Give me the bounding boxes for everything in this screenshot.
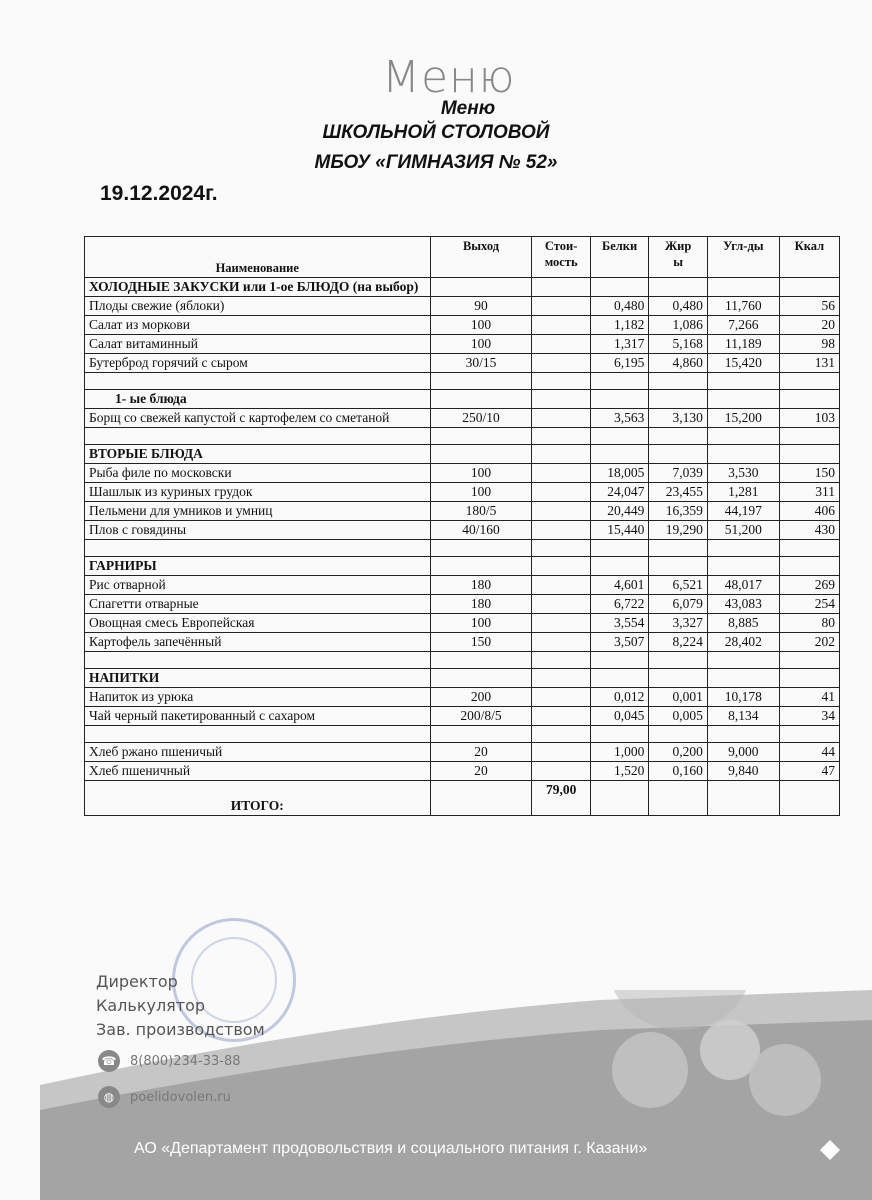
- empty-cell: [532, 390, 590, 409]
- cell-output: 100: [430, 464, 532, 483]
- cell-fat: 3,327: [649, 614, 708, 633]
- cell-carbs: 8,134: [707, 707, 779, 726]
- empty-cell: [707, 781, 779, 816]
- cell-protein: 1,317: [590, 335, 649, 354]
- empty-cell: [707, 278, 779, 297]
- cost-header-line2: мость: [544, 255, 578, 269]
- cell-output: 150: [430, 633, 532, 652]
- cell-protein: 20,449: [590, 502, 649, 521]
- cell-kcal: 34: [779, 707, 839, 726]
- cell-cost: [532, 762, 590, 781]
- cell-name: Пельмени для умников и умниц: [85, 502, 431, 521]
- cell-kcal: 20: [779, 316, 839, 335]
- cell-carbs: 48,017: [707, 576, 779, 595]
- cell-carbs: 28,402: [707, 633, 779, 652]
- cell-protein: 0,012: [590, 688, 649, 707]
- cell-carbs: 3,530: [707, 464, 779, 483]
- cell-cost: [532, 297, 590, 316]
- section-title: ВТОРЫЕ БЛЮДА: [85, 445, 431, 464]
- table-row: [85, 502, 840, 521]
- fat-header-line2: ы: [673, 255, 683, 269]
- empty-cell: [532, 557, 590, 576]
- empty-cell: [649, 726, 708, 743]
- empty-cell: [532, 652, 590, 669]
- cell-cost: [532, 614, 590, 633]
- cell-output: 200/8/5: [430, 707, 532, 726]
- empty-cell: [590, 669, 649, 688]
- cell-fat: 1,086: [649, 316, 708, 335]
- cell-carbs: 7,266: [707, 316, 779, 335]
- section-title: ГАРНИРЫ: [85, 557, 431, 576]
- table-header-row: [85, 237, 840, 278]
- col-protein-header: Белки: [590, 237, 649, 278]
- cell-fat: 5,168: [649, 335, 708, 354]
- cell-kcal: 80: [779, 614, 839, 633]
- table-row: [85, 483, 840, 502]
- cell-kcal: 406: [779, 502, 839, 521]
- cell-fat: 16,359: [649, 502, 708, 521]
- phone-number: 8(800)234-33-88: [130, 1053, 241, 1069]
- cell-kcal: 254: [779, 595, 839, 614]
- empty-cell: [430, 726, 532, 743]
- cell-kcal: 430: [779, 521, 839, 540]
- cell-protein: 6,195: [590, 354, 649, 373]
- empty-cell: [779, 557, 839, 576]
- spacer-row: [85, 652, 840, 669]
- cell-output: 200: [430, 688, 532, 707]
- cell-cost: [532, 464, 590, 483]
- cell-protein: 0,480: [590, 297, 649, 316]
- cell-carbs: 11,760: [707, 297, 779, 316]
- cell-output: 180/5: [430, 502, 532, 521]
- table-row: [85, 576, 840, 595]
- menu-date: 19.12.2024г.: [100, 182, 218, 205]
- spacer-row: [85, 428, 840, 445]
- cell-kcal: 202: [779, 633, 839, 652]
- cell-protein: 1,000: [590, 743, 649, 762]
- cell-fat: 0,200: [649, 743, 708, 762]
- empty-cell: [779, 278, 839, 297]
- cell-cost: [532, 521, 590, 540]
- empty-cell: [779, 390, 839, 409]
- cell-name: Напиток из урюка: [85, 688, 431, 707]
- cell-kcal: 44: [779, 743, 839, 762]
- empty-cell: [430, 781, 532, 816]
- cell-kcal: 98: [779, 335, 839, 354]
- globe-icon: ◍: [98, 1086, 120, 1108]
- empty-cell: [590, 557, 649, 576]
- empty-cell: [649, 278, 708, 297]
- cell-carbs: 8,885: [707, 614, 779, 633]
- menu-table: [84, 236, 840, 816]
- empty-cell: [590, 540, 649, 557]
- table-row: [85, 521, 840, 540]
- empty-cell: [532, 373, 590, 390]
- total-row: [85, 781, 840, 816]
- section-row: [85, 278, 840, 297]
- col-output-header: Выход: [430, 237, 532, 278]
- empty-cell: [707, 445, 779, 464]
- cell-name: Овощная смесь Европейская: [85, 614, 431, 633]
- empty-cell: [649, 540, 708, 557]
- cell-fat: 0,005: [649, 707, 708, 726]
- empty-cell: [779, 540, 839, 557]
- calculator-label: Калькулятор: [96, 996, 206, 1015]
- cell-fat: 4,860: [649, 354, 708, 373]
- cell-fat: 6,079: [649, 595, 708, 614]
- cell-name: Рыба филе по московски: [85, 464, 431, 483]
- table-row: [85, 354, 840, 373]
- cell-kcal: 150: [779, 464, 839, 483]
- empty-cell: [707, 726, 779, 743]
- phone-icon: ☎: [98, 1050, 120, 1072]
- cell-kcal: 41: [779, 688, 839, 707]
- cell-cost: [532, 354, 590, 373]
- empty-cell: [430, 373, 532, 390]
- empty-cell: [649, 373, 708, 390]
- cell-name: Борщ со свежей капустой с картофелем со сметаной: [85, 409, 431, 428]
- empty-cell: [532, 540, 590, 557]
- empty-cell: [590, 652, 649, 669]
- empty-cell: [430, 278, 532, 297]
- company-name: АО «Департамент продовольствия и социального питания г. Казани»: [134, 1140, 648, 1157]
- spacer-row: [85, 373, 840, 390]
- empty-cell: [590, 373, 649, 390]
- empty-cell: [430, 390, 532, 409]
- col-fat-header: [649, 237, 708, 278]
- total-label: ИТОГО:: [85, 781, 431, 816]
- empty-cell: [532, 428, 590, 445]
- empty-cell: [532, 445, 590, 464]
- cell-cost: [532, 743, 590, 762]
- table-row: [85, 464, 840, 483]
- section-title: НАПИТКИ: [85, 669, 431, 688]
- empty-cell: [779, 373, 839, 390]
- table-row: [85, 335, 840, 354]
- empty-cell: [85, 652, 431, 669]
- empty-cell: [430, 557, 532, 576]
- empty-cell: [779, 781, 839, 816]
- cell-carbs: 51,200: [707, 521, 779, 540]
- cell-protein: 6,722: [590, 595, 649, 614]
- empty-cell: [85, 726, 431, 743]
- cell-output: 30/15: [430, 354, 532, 373]
- cell-output: 20: [430, 762, 532, 781]
- cell-output: 100: [430, 614, 532, 633]
- table-row: [85, 614, 840, 633]
- cell-output: 250/10: [430, 409, 532, 428]
- cell-protein: 24,047: [590, 483, 649, 502]
- cell-protein: 3,554: [590, 614, 649, 633]
- cell-carbs: 9,000: [707, 743, 779, 762]
- cell-name: Хлеб пшеничный: [85, 762, 431, 781]
- cell-output: 100: [430, 483, 532, 502]
- cell-name: Салат витаминный: [85, 335, 431, 354]
- cell-kcal: 56: [779, 297, 839, 316]
- cell-output: 90: [430, 297, 532, 316]
- empty-cell: [707, 652, 779, 669]
- cell-carbs: 10,178: [707, 688, 779, 707]
- empty-cell: [590, 726, 649, 743]
- empty-cell: [779, 652, 839, 669]
- cost-header-line1: Стои-: [544, 239, 578, 253]
- cell-fat: 19,290: [649, 521, 708, 540]
- cell-output: 100: [430, 335, 532, 354]
- section-title: ХОЛОДНЫЕ ЗАКУСКИ или 1-ое БЛЮДО (на выбор): [85, 278, 431, 297]
- website-url: poelidovolen.ru: [130, 1089, 231, 1105]
- table-row: [85, 688, 840, 707]
- handwritten-note: Меню: [382, 52, 516, 103]
- fat-header-line1: Жир: [664, 239, 692, 253]
- empty-cell: [779, 726, 839, 743]
- cell-carbs: 15,200: [707, 409, 779, 428]
- table-row: [85, 762, 840, 781]
- table-row: [85, 297, 840, 316]
- cell-fat: 23,455: [649, 483, 708, 502]
- cell-kcal: 103: [779, 409, 839, 428]
- cell-output: 20: [430, 743, 532, 762]
- menu-title: Меню: [440, 98, 496, 119]
- cell-cost: [532, 707, 590, 726]
- cell-carbs: 15,420: [707, 354, 779, 373]
- cell-kcal: 311: [779, 483, 839, 502]
- cell-cost: [532, 409, 590, 428]
- empty-cell: [649, 557, 708, 576]
- col-kcal-header: Ккал: [779, 237, 839, 278]
- empty-cell: [590, 781, 649, 816]
- empty-cell: [707, 373, 779, 390]
- cell-output: 40/160: [430, 521, 532, 540]
- total-cost: 79,00: [532, 781, 590, 816]
- cell-protein: 15,440: [590, 521, 649, 540]
- empty-cell: [85, 428, 431, 445]
- school-name: МБОУ «ГИМНАЗИЯ № 52»: [314, 152, 558, 173]
- cell-name: Картофель запечённый: [85, 633, 431, 652]
- cell-name: Салат из моркови: [85, 316, 431, 335]
- cell-cost: [532, 335, 590, 354]
- spacer-row: [85, 540, 840, 557]
- cell-carbs: 11,189: [707, 335, 779, 354]
- cell-name: Плов с говядины: [85, 521, 431, 540]
- cell-fat: 6,521: [649, 576, 708, 595]
- empty-cell: [649, 390, 708, 409]
- empty-cell: [649, 428, 708, 445]
- cell-cost: [532, 595, 590, 614]
- section-title: 1- ые блюда: [85, 390, 431, 409]
- empty-cell: [590, 445, 649, 464]
- cell-fat: 0,001: [649, 688, 708, 707]
- cell-protein: 18,005: [590, 464, 649, 483]
- empty-cell: [85, 540, 431, 557]
- cell-name: Бутерброд горячий с сыром: [85, 354, 431, 373]
- cell-carbs: 9,840: [707, 762, 779, 781]
- empty-cell: [590, 278, 649, 297]
- cell-fat: 0,480: [649, 297, 708, 316]
- director-label: Директор: [96, 972, 178, 991]
- cell-fat: 7,039: [649, 464, 708, 483]
- empty-cell: [649, 669, 708, 688]
- cell-fat: 3,130: [649, 409, 708, 428]
- empty-cell: [430, 540, 532, 557]
- table-row: [85, 316, 840, 335]
- empty-cell: [707, 540, 779, 557]
- menu-subtitle: ШКОЛЬНОЙ СТОЛОВОЙ: [322, 122, 550, 143]
- cell-protein: 1,520: [590, 762, 649, 781]
- col-cost-header: [532, 237, 590, 278]
- empty-cell: [779, 445, 839, 464]
- menu-table-body: [85, 278, 840, 816]
- cell-name: Хлеб ржано пшеничый: [85, 743, 431, 762]
- cell-protein: 0,045: [590, 707, 649, 726]
- cell-output: 100: [430, 316, 532, 335]
- cell-protein: 1,182: [590, 316, 649, 335]
- spacer-row: [85, 726, 840, 743]
- empty-cell: [430, 428, 532, 445]
- cell-cost: [532, 483, 590, 502]
- empty-cell: [430, 445, 532, 464]
- cell-name: Чай черный пакетированный с сахаром: [85, 707, 431, 726]
- cell-cost: [532, 633, 590, 652]
- cell-name: Спагетти отварные: [85, 595, 431, 614]
- cell-name: Шашлык из куриных грудок: [85, 483, 431, 502]
- table-row: [85, 595, 840, 614]
- section-row: [85, 557, 840, 576]
- empty-cell: [649, 652, 708, 669]
- empty-cell: [707, 428, 779, 445]
- cell-protein: 4,601: [590, 576, 649, 595]
- cell-output: 180: [430, 576, 532, 595]
- cell-cost: [532, 688, 590, 707]
- section-row: [85, 390, 840, 409]
- empty-cell: [707, 557, 779, 576]
- empty-cell: [532, 726, 590, 743]
- cell-name: Рис отварной: [85, 576, 431, 595]
- cell-kcal: 47: [779, 762, 839, 781]
- empty-cell: [430, 669, 532, 688]
- cell-carbs: 43,083: [707, 595, 779, 614]
- table-row: [85, 743, 840, 762]
- empty-cell: [649, 445, 708, 464]
- empty-cell: [532, 278, 590, 297]
- website-contact: [98, 1086, 231, 1108]
- cell-protein: 3,507: [590, 633, 649, 652]
- table-row: [85, 633, 840, 652]
- section-row: [85, 669, 840, 688]
- empty-cell: [532, 669, 590, 688]
- cell-protein: 3,563: [590, 409, 649, 428]
- cell-fat: 8,224: [649, 633, 708, 652]
- table-row: [85, 707, 840, 726]
- table-row: [85, 409, 840, 428]
- cell-kcal: 269: [779, 576, 839, 595]
- empty-cell: [707, 390, 779, 409]
- section-row: [85, 445, 840, 464]
- col-name-header: Наименование: [85, 237, 431, 278]
- phone-contact: [98, 1050, 241, 1072]
- empty-cell: [590, 390, 649, 409]
- empty-cell: [707, 669, 779, 688]
- cell-output: 180: [430, 595, 532, 614]
- cell-cost: [532, 316, 590, 335]
- empty-cell: [779, 669, 839, 688]
- cell-cost: [532, 502, 590, 521]
- cell-kcal: 131: [779, 354, 839, 373]
- cell-fat: 0,160: [649, 762, 708, 781]
- empty-cell: [590, 428, 649, 445]
- empty-cell: [85, 373, 431, 390]
- production-head-label: Зав. производством: [96, 1020, 265, 1039]
- empty-cell: [779, 428, 839, 445]
- empty-cell: [649, 781, 708, 816]
- cell-name: Плоды свежие (яблоки): [85, 297, 431, 316]
- col-carbs-header: Угл-ды: [707, 237, 779, 278]
- cell-carbs: 44,197: [707, 502, 779, 521]
- empty-cell: [430, 652, 532, 669]
- cell-carbs: 1,281: [707, 483, 779, 502]
- cell-cost: [532, 576, 590, 595]
